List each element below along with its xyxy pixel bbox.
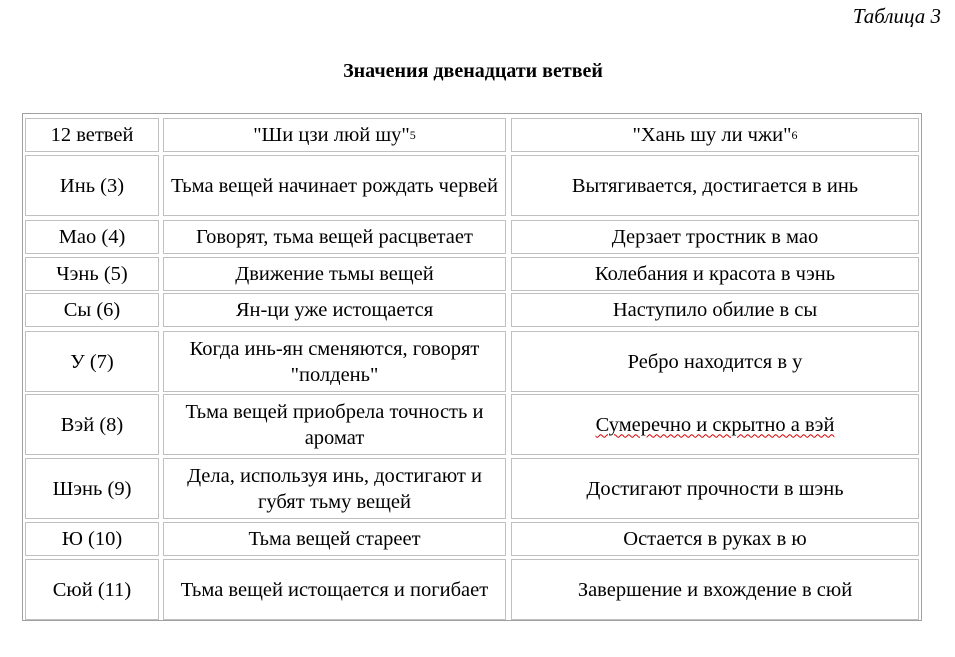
shi-ji-text: Тьма вещей приобрела точность и аромат (185, 400, 484, 449)
branch-cell (25, 394, 159, 455)
branch-cell (25, 559, 159, 620)
column-header-shi-ji: "Ши цзи люй шу" 5 (163, 118, 506, 152)
han-shu-cell (511, 293, 919, 327)
table-title: Значения двенадцати ветвей (343, 60, 603, 82)
han-shu-cell (511, 559, 919, 620)
han-shu-text: Ребро находится в у (627, 350, 803, 373)
shi-ji-text: Тьма вещей начинает рождать червей (171, 174, 498, 197)
han-shu-text: Достигают прочности в шэнь (586, 477, 844, 500)
branch-cell (25, 293, 159, 327)
shi-ji-cell (163, 155, 506, 216)
branch-cell (25, 220, 159, 254)
branch-cell (25, 522, 159, 556)
shi-ji-cell (163, 458, 506, 519)
branch-name: Чэнь (5) (56, 263, 128, 285)
han-shu-text: Остается в руках в ю (623, 528, 807, 550)
branch-name: Шэнь (9) (52, 477, 132, 500)
shi-ji-text: Когда инь-ян сменяются, говорят "полдень" (189, 337, 480, 386)
han-shu-cell (511, 331, 919, 392)
branch-name: У (7) (70, 350, 114, 373)
shi-ji-text: Тьма вещей стареет (248, 528, 421, 550)
shi-ji-cell (163, 257, 506, 291)
column-header-label: "Хань шу ли чжи" (632, 124, 792, 146)
han-shu-cell (511, 394, 919, 455)
branch-cell (25, 257, 159, 291)
branch-cell (25, 155, 159, 216)
branch-name: Сюй (11) (52, 578, 132, 601)
han-shu-cell (511, 257, 919, 291)
han-shu-text: Вытягивается, достигается в инь (571, 174, 859, 197)
column-header-label: 12 ветвей (50, 124, 134, 146)
han-shu-cell (511, 458, 919, 519)
branch-name: Сы (6) (63, 299, 121, 321)
table-number-label: Таблица 3 (852, 4, 941, 28)
shi-ji-text: Движение тьмы вещей (235, 263, 434, 285)
branch-name: Мао (4) (58, 226, 126, 248)
column-header-label: "Ши цзи люй шу" (253, 124, 410, 146)
han-shu-cell (511, 155, 919, 216)
shi-ji-cell (163, 331, 506, 392)
column-header-branches (25, 118, 159, 152)
shi-ji-text: Тьма вещей истощается и погибает (180, 578, 489, 601)
shi-ji-cell (163, 220, 506, 254)
branch-cell (25, 458, 159, 519)
branch-cell (25, 331, 159, 392)
column-header-han-shu: "Хань шу ли чжи" 6 (511, 118, 919, 152)
han-shu-text: Колебания и красота в чэнь (594, 263, 836, 285)
han-shu-text: Наступило обилие в сы (612, 299, 818, 321)
shi-ji-text: Говорят, тьма вещей расцветает (196, 226, 473, 248)
han-shu-cell (511, 522, 919, 556)
shi-ji-cell (163, 522, 506, 556)
han-shu-cell (511, 220, 919, 254)
branch-name: Инь (3) (59, 174, 125, 197)
han-shu-text: Сумеречно и скрытно а вэй (595, 413, 835, 436)
han-shu-text: Дерзает тростник в мао (611, 226, 819, 248)
shi-ji-text: Дела, используя инь, достигают и губят тьму вещей (187, 464, 482, 513)
shi-ji-cell (163, 394, 506, 455)
branch-name: Ю (10) (61, 528, 123, 550)
shi-ji-cell (163, 293, 506, 327)
shi-ji-cell (163, 559, 506, 620)
branch-name: Вэй (8) (60, 413, 124, 436)
han-shu-text: Завершение и вхождение в сюй (577, 578, 853, 601)
shi-ji-text: Ян-ци уже истощается (235, 299, 434, 321)
